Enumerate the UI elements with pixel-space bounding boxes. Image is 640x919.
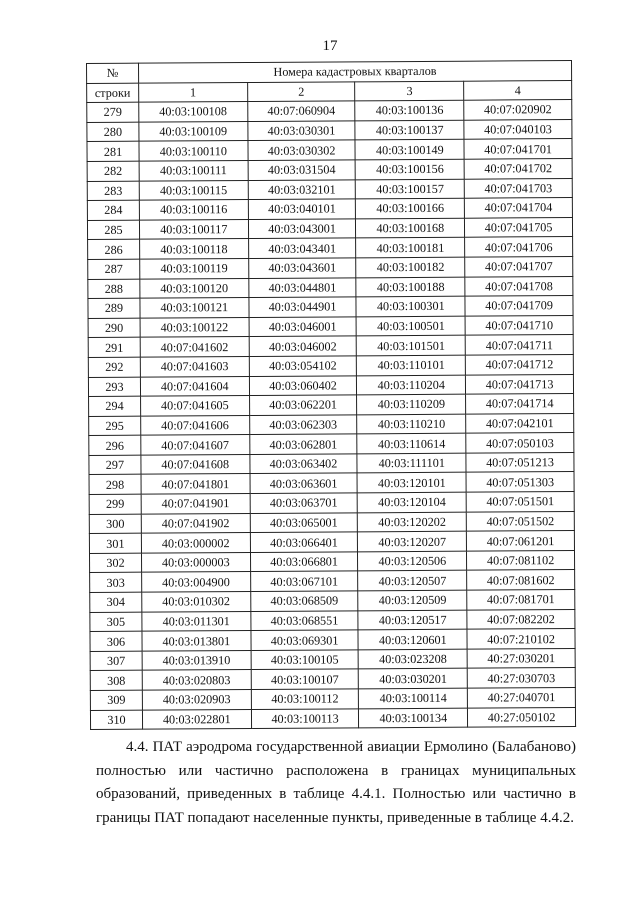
cadastral-number-cell: 40:07:041709 xyxy=(465,296,573,316)
table-row xyxy=(87,159,572,182)
cadastral-number-cell: 40:07:041705 xyxy=(465,217,573,237)
cadastral-number-cell: 40:03:100181 xyxy=(356,238,465,258)
row-number-cell: 296 xyxy=(89,435,141,455)
table-row xyxy=(90,707,575,730)
cadastral-quarters-table xyxy=(86,60,576,730)
cadastral-number-cell: 40:03:110101 xyxy=(357,355,466,375)
cadastral-number-cell: 40:03:062801 xyxy=(249,434,357,454)
cadastral-number-cell: 40:03:032101 xyxy=(248,179,356,199)
cadastral-number-cell: 40:03:043001 xyxy=(248,219,356,239)
page-number: 17 xyxy=(322,38,338,54)
cadastral-group-header: Номера кадастровых кварталов xyxy=(138,61,571,83)
cadastral-number-cell: 40:03:120509 xyxy=(358,590,467,610)
cadastral-number-cell: 40:07:040103 xyxy=(464,119,572,139)
cadastral-number-cell: 40:03:120601 xyxy=(358,629,467,649)
row-number-cell: 283 xyxy=(87,181,139,201)
cadastral-number-cell: 40:07:041707 xyxy=(465,256,573,276)
table-row xyxy=(88,296,573,319)
cadastral-number-cell: 40:03:100115 xyxy=(139,180,248,200)
cadastral-number-cell: 40:07:041702 xyxy=(464,159,572,179)
body-paragraph-block xyxy=(96,736,576,830)
row-number-header-bottom: строки xyxy=(87,83,139,103)
cadastral-number-cell: 40:03:120507 xyxy=(358,571,467,591)
table-row xyxy=(89,531,574,554)
row-number-cell: 310 xyxy=(90,710,142,730)
table-row xyxy=(90,688,575,711)
cadastral-number-cell: 40:03:100134 xyxy=(359,708,468,728)
table-row xyxy=(90,648,575,671)
cadastral-number-cell: 40:07:041713 xyxy=(466,374,574,394)
table-row xyxy=(89,413,574,436)
cadastral-number-cell: 40:07:041714 xyxy=(466,394,574,414)
table-row xyxy=(90,629,575,652)
cadastral-number-cell: 40:03:120506 xyxy=(358,551,467,571)
cadastral-number-cell: 40:03:100116 xyxy=(139,200,248,220)
row-number-cell: 285 xyxy=(87,220,139,240)
row-number-cell: 281 xyxy=(87,142,139,162)
cadastral-number-cell: 40:03:010302 xyxy=(142,592,251,612)
cadastral-number-cell: 40:03:066401 xyxy=(250,532,358,552)
table-row xyxy=(89,492,574,515)
column-header-3: 3 xyxy=(355,81,464,101)
cadastral-number-cell: 40:03:110204 xyxy=(357,375,466,395)
row-number-cell: 279 xyxy=(87,102,139,122)
paragraph-4-4: 4.4. ПАТ аэродрома государственной авиации Ермолино (Балабаново) полностью или частично расположена в границах муниципальных образований, приведенных в таблице 4.4.1. Полностью или частично в границы ПАТ попадают населенные пункты, приведенные в таблице 4.4.2. xyxy=(96,739,576,826)
row-number-cell: 301 xyxy=(89,533,141,553)
row-number-cell: 306 xyxy=(90,631,142,651)
cadastral-number-cell: 40:03:120202 xyxy=(358,512,467,532)
cadastral-number-cell: 40:03:100157 xyxy=(356,179,465,199)
cadastral-number-cell: 40:07:041604 xyxy=(140,376,249,396)
cadastral-number-cell: 40:03:100119 xyxy=(140,258,249,278)
cadastral-number-cell: 40:03:030201 xyxy=(359,669,468,689)
table-row xyxy=(89,394,574,417)
cadastral-number-cell: 40:03:062303 xyxy=(249,415,357,435)
cadastral-number-cell: 40:03:068551 xyxy=(251,610,359,630)
cadastral-number-cell: 40:03:100122 xyxy=(140,317,249,337)
cadastral-number-cell: 40:03:030302 xyxy=(248,140,356,160)
cadastral-number-cell: 40:03:043401 xyxy=(248,238,356,258)
table-row xyxy=(88,374,573,397)
cadastral-number-cell: 40:03:100188 xyxy=(356,277,465,297)
cadastral-number-cell: 40:03:100501 xyxy=(356,316,465,336)
cadastral-number-cell: 40:03:100166 xyxy=(356,198,465,218)
table-row xyxy=(88,354,573,377)
cadastral-number-cell: 40:03:063701 xyxy=(250,493,358,513)
cadastral-number-cell: 40:03:054102 xyxy=(249,356,357,376)
table-row xyxy=(88,335,573,358)
cadastral-number-cell: 40:03:100108 xyxy=(139,102,248,122)
cadastral-number-cell: 40:03:023208 xyxy=(359,649,468,669)
cadastral-number-cell: 40:07:041605 xyxy=(140,396,249,416)
cadastral-number-cell: 40:03:031504 xyxy=(248,160,356,180)
row-number-cell: 305 xyxy=(90,612,142,632)
cadastral-number-cell: 40:07:041701 xyxy=(464,139,572,159)
cadastral-number-cell: 40:07:041712 xyxy=(465,354,573,374)
cadastral-number-cell: 40:03:000002 xyxy=(141,533,250,553)
column-header-4: 4 xyxy=(464,80,572,100)
cadastral-number-cell: 40:03:100109 xyxy=(139,121,248,141)
row-number-cell: 304 xyxy=(90,592,142,612)
cadastral-number-cell: 40:03:000003 xyxy=(141,552,250,572)
row-number-cell: 293 xyxy=(88,377,140,397)
column-header-2: 2 xyxy=(247,81,355,101)
cadastral-number-cell: 40:03:043601 xyxy=(248,258,356,278)
row-number-cell: 307 xyxy=(90,651,142,671)
row-number-cell: 282 xyxy=(87,161,139,181)
table-row xyxy=(90,609,575,632)
cadastral-number-cell: 40:03:040101 xyxy=(248,199,356,219)
cadastral-number-cell: 40:07:020902 xyxy=(464,100,572,120)
row-number-cell: 290 xyxy=(88,318,140,338)
table-row xyxy=(88,276,573,299)
cadastral-number-cell: 40:07:051303 xyxy=(466,472,574,492)
cadastral-number-cell: 40:07:042101 xyxy=(466,413,574,433)
cadastral-number-cell: 40:07:041608 xyxy=(141,454,250,474)
table-row xyxy=(87,178,572,201)
cadastral-number-cell: 40:27:030703 xyxy=(467,668,575,688)
row-number-cell: 300 xyxy=(89,514,141,534)
row-number-cell: 286 xyxy=(88,240,140,260)
row-number-cell: 280 xyxy=(87,122,139,142)
table-row xyxy=(88,256,573,279)
cadastral-number-cell: 40:07:041703 xyxy=(464,178,572,198)
cadastral-number-cell: 40:03:100107 xyxy=(251,669,359,689)
cadastral-number-cell: 40:27:050102 xyxy=(468,707,576,727)
cadastral-number-cell: 40:07:081102 xyxy=(467,550,575,570)
cadastral-number-cell: 40:03:067101 xyxy=(250,571,358,591)
table-row xyxy=(87,198,572,221)
row-number-cell: 299 xyxy=(89,494,141,514)
row-number-header-top: № xyxy=(87,63,139,83)
table-row xyxy=(90,668,575,691)
cadastral-number-cell: 40:03:063402 xyxy=(250,454,358,474)
cadastral-number-cell: 40:03:110614 xyxy=(357,433,466,453)
cadastral-number-cell: 40:03:100105 xyxy=(251,650,359,670)
cadastral-number-cell: 40:07:061201 xyxy=(467,531,575,551)
row-number-cell: 284 xyxy=(87,200,139,220)
cadastral-number-cell: 40:07:041607 xyxy=(141,435,250,455)
cadastral-number-cell: 40:03:100110 xyxy=(139,141,248,161)
table-row xyxy=(90,590,575,613)
cadastral-number-cell: 40:07:081602 xyxy=(467,570,575,590)
row-number-cell: 292 xyxy=(88,357,140,377)
cadastral-number-cell: 40:03:044801 xyxy=(248,277,356,297)
cadastral-number-cell: 40:03:100113 xyxy=(251,708,359,728)
row-number-cell: 308 xyxy=(90,671,142,691)
cadastral-number-cell: 40:03:100149 xyxy=(355,140,464,160)
row-number-cell: 294 xyxy=(89,396,141,416)
cadastral-number-cell: 40:03:120207 xyxy=(358,531,467,551)
table-row xyxy=(87,119,572,142)
cadastral-number-cell: 40:03:100156 xyxy=(356,159,465,179)
table-row xyxy=(87,139,572,162)
cadastral-number-cell: 40:07:041603 xyxy=(140,356,249,376)
cadastral-number-cell: 40:07:041706 xyxy=(465,237,573,257)
cadastral-number-cell: 40:03:101501 xyxy=(357,336,466,356)
cadastral-number-cell: 40:07:082202 xyxy=(467,609,575,629)
cadastral-number-cell: 40:03:100112 xyxy=(251,689,359,709)
cadastral-number-cell: 40:03:120101 xyxy=(357,473,466,493)
cadastral-number-cell: 40:03:063601 xyxy=(250,473,358,493)
row-number-cell: 289 xyxy=(88,298,140,318)
cadastral-number-cell: 40:03:020803 xyxy=(142,670,251,690)
cadastral-number-cell: 40:07:050103 xyxy=(466,433,574,453)
row-number-cell: 291 xyxy=(88,337,140,357)
cadastral-number-cell: 40:07:051502 xyxy=(466,511,574,531)
cadastral-number-cell: 40:03:013910 xyxy=(142,650,251,670)
cadastral-number-cell: 40:07:041901 xyxy=(141,494,250,514)
cadastral-number-cell: 40:03:110210 xyxy=(357,414,466,434)
cadastral-number-cell: 40:03:120517 xyxy=(358,610,467,630)
table-row xyxy=(88,237,573,260)
table-row xyxy=(87,100,572,123)
cadastral-number-cell: 40:03:046002 xyxy=(249,336,357,356)
cadastral-number-cell: 40:07:081701 xyxy=(467,590,575,610)
cadastral-number-cell: 40:03:022801 xyxy=(142,709,251,729)
table-row xyxy=(89,452,574,475)
cadastral-number-cell: 40:03:111101 xyxy=(357,453,466,473)
cadastral-number-cell: 40:03:020903 xyxy=(142,690,251,710)
cadastral-number-cell: 40:07:051501 xyxy=(466,492,574,512)
cadastral-number-cell: 40:07:041704 xyxy=(465,198,573,218)
cadastral-number-cell: 40:03:100114 xyxy=(359,688,468,708)
table-row xyxy=(89,433,574,456)
cadastral-number-cell: 40:27:040701 xyxy=(468,688,576,708)
cadastral-number-cell: 40:03:120104 xyxy=(358,492,467,512)
cadastral-number-cell: 40:03:066801 xyxy=(250,552,358,572)
cadastral-number-cell: 40:03:100136 xyxy=(355,100,464,120)
table-body xyxy=(87,100,576,730)
row-number-cell: 298 xyxy=(89,475,141,495)
cadastral-number-cell: 40:03:100117 xyxy=(139,219,248,239)
cadastral-number-cell: 40:03:069301 xyxy=(251,630,359,650)
row-number-cell: 302 xyxy=(89,553,141,573)
cadastral-number-cell: 40:03:100118 xyxy=(139,239,248,259)
table-row xyxy=(89,511,574,534)
cadastral-number-cell: 40:03:013801 xyxy=(142,631,251,651)
row-number-cell: 297 xyxy=(89,455,141,475)
cadastral-number-cell: 40:07:041606 xyxy=(141,415,250,435)
cadastral-number-cell: 40:07:060904 xyxy=(247,101,355,121)
cadastral-number-cell: 40:03:062201 xyxy=(249,395,357,415)
table-row xyxy=(87,217,572,240)
cadastral-number-cell: 40:03:100121 xyxy=(140,298,249,318)
cadastral-number-cell: 40:03:004900 xyxy=(142,572,251,592)
cadastral-number-cell: 40:03:100137 xyxy=(355,120,464,140)
cadastral-number-cell: 40:03:100182 xyxy=(356,257,465,277)
column-header-1: 1 xyxy=(139,82,248,102)
cadastral-number-cell: 40:07:041801 xyxy=(141,474,250,494)
cadastral-number-cell: 40:03:065001 xyxy=(250,513,358,533)
cadastral-number-cell: 40:03:046001 xyxy=(249,317,357,337)
row-number-cell: 303 xyxy=(90,573,142,593)
row-number-cell: 309 xyxy=(90,690,142,710)
row-number-cell: 295 xyxy=(89,416,141,436)
row-number-cell: 287 xyxy=(88,259,140,279)
cadastral-number-cell: 40:03:060402 xyxy=(249,375,357,395)
table-row xyxy=(90,570,575,593)
cadastral-number-cell: 40:03:030301 xyxy=(248,121,356,141)
cadastral-number-cell: 40:03:068509 xyxy=(250,591,358,611)
cadastral-number-cell: 40:03:011301 xyxy=(142,611,251,631)
cadastral-number-cell: 40:07:210102 xyxy=(467,629,575,649)
cadastral-number-cell: 40:27:030201 xyxy=(467,648,575,668)
cadastral-number-cell: 40:03:110209 xyxy=(357,394,466,414)
cadastral-number-cell: 40:07:041710 xyxy=(465,315,573,335)
cadastral-number-cell: 40:03:100168 xyxy=(356,218,465,238)
table-row xyxy=(89,472,574,495)
cadastral-number-cell: 40:07:041902 xyxy=(141,513,250,533)
row-number-cell: 288 xyxy=(88,279,140,299)
cadastral-number-cell: 40:03:100111 xyxy=(139,160,248,180)
cadastral-number-cell: 40:07:041602 xyxy=(140,337,249,357)
cadastral-number-cell: 40:07:051213 xyxy=(466,452,574,472)
table-row xyxy=(89,550,574,573)
cadastral-number-cell: 40:03:100301 xyxy=(356,296,465,316)
table-row xyxy=(88,315,573,338)
cadastral-number-cell: 40:03:100120 xyxy=(140,278,249,298)
cadastral-number-cell: 40:07:041708 xyxy=(465,276,573,296)
cadastral-number-cell: 40:07:041711 xyxy=(465,335,573,355)
cadastral-number-cell: 40:03:044901 xyxy=(249,297,357,317)
